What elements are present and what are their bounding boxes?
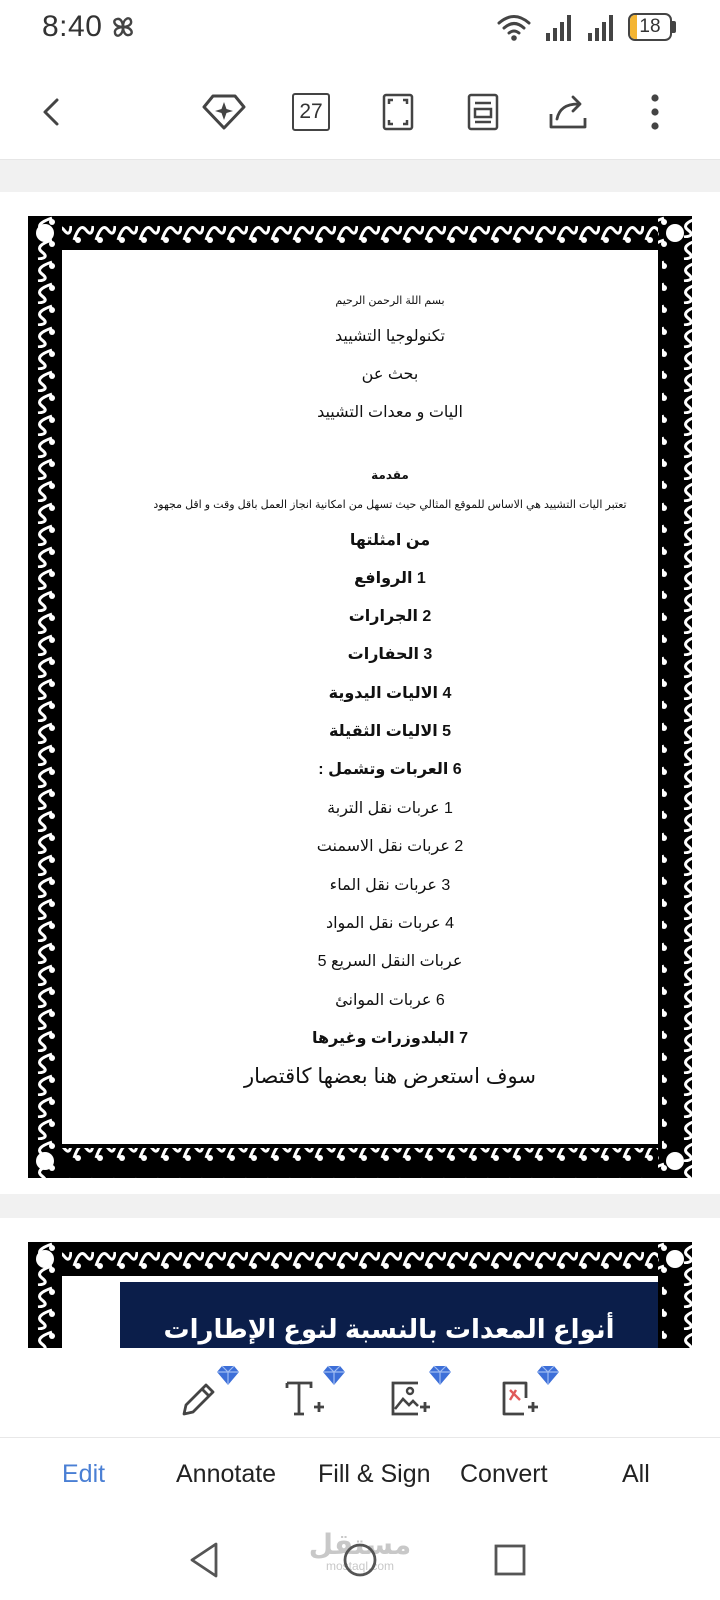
edit-tools-row [0, 1348, 720, 1436]
reading-mode-icon [466, 92, 500, 132]
more-options-icon [649, 92, 661, 132]
list-item: 2 الجرارات [348, 608, 432, 625]
basmala: بسم اللة الرحمن الرحيم [335, 295, 445, 307]
examples-heading: من امثلتها [349, 532, 431, 549]
closing-line: سوف استعرض هنا بعضها كاقتصار [243, 1065, 537, 1088]
document-page [0, 1218, 720, 1348]
sub-list-item: 4 عربات نقل المواد [325, 915, 455, 932]
add-image-tool-button[interactable] [384, 1364, 456, 1424]
mode-tabs [0, 1437, 720, 1515]
premium-badge-icon [322, 1364, 346, 1386]
share-button[interactable] [540, 84, 596, 140]
list-item: 7 البلدوزرات وغيرها [312, 1030, 468, 1047]
document-viewport[interactable] [0, 160, 720, 1348]
sub-list-item: 6 عربات الموانئ [335, 992, 445, 1009]
signal-icon [544, 12, 574, 42]
slide-banner [120, 1282, 658, 1348]
status-time: 8:40 [42, 10, 103, 43]
watermark-arabic: مستقل [308, 1529, 412, 1560]
premium-diamond-icon [201, 92, 247, 132]
document-title: تكنولوجيا التشييد [334, 328, 446, 345]
document-topic: اليات و معدات التشييد [317, 404, 463, 421]
decorative-border [28, 1242, 692, 1348]
sub-list-item: 3 عربات نقل الماء [329, 877, 451, 894]
decorative-border [28, 216, 692, 1178]
draw-tool-button[interactable] [172, 1364, 244, 1424]
nav-recents-icon [486, 1536, 534, 1584]
list-item: 5 الاليات الثقيلة [328, 723, 452, 740]
page-count-button[interactable] [283, 84, 339, 140]
nav-home-icon [336, 1536, 384, 1584]
share-icon [548, 92, 588, 132]
tab-edit[interactable]: Edit [62, 1460, 106, 1488]
watermark-latin: mostaql.com [325, 1559, 395, 1573]
premium-badge-icon [216, 1364, 240, 1386]
back-arrow-icon [37, 97, 67, 127]
nav-back-button[interactable] [182, 1536, 230, 1584]
nav-back-icon [182, 1536, 230, 1584]
premium-badge-icon [428, 1364, 452, 1386]
back-button[interactable] [24, 84, 80, 140]
premium-button[interactable] [196, 84, 252, 140]
system-navigation-bar [0, 1516, 720, 1600]
nav-recents-button[interactable] [486, 1536, 534, 1584]
edit-document-tool-button[interactable] [492, 1364, 564, 1424]
tab-all[interactable]: All [622, 1460, 650, 1488]
status-bar [0, 0, 720, 56]
list-item: 6 العربات وتشمل : [318, 761, 462, 778]
page-count-icon: 27 [292, 93, 330, 131]
list-item: 4 الاليات اليدوية [328, 685, 452, 702]
slide-title: أنواع المعدات بالنسبة لنوع الإطارات [163, 1314, 615, 1344]
intro-text: تعتبر اليات التشييد هي الاساس للموقع المثالي حيث تسهل من امكانية انجاز العمل باقل وقت و اقل مجهود [153, 499, 627, 511]
sub-list-item: 1 عربات نقل التربة [327, 800, 453, 817]
tab-convert[interactable]: Convert [460, 1460, 548, 1488]
wifi-icon [496, 12, 532, 42]
intro-heading: مقدمة [371, 468, 409, 482]
fullscreen-button[interactable] [370, 84, 426, 140]
tab-annotate[interactable]: Annotate [176, 1460, 277, 1488]
signal-icon [586, 12, 616, 42]
more-options-button[interactable] [627, 84, 683, 140]
document-subtitle: بحث عن [361, 366, 419, 383]
battery-level: 18 [639, 16, 661, 37]
tab-fill-sign[interactable]: Fill & Sign [318, 1460, 431, 1488]
list-item: 1 الروافع [354, 570, 426, 587]
premium-badge-icon [536, 1364, 560, 1386]
reading-mode-button[interactable] [455, 84, 511, 140]
list-item: 3 الحفارات [347, 646, 433, 663]
add-text-tool-button[interactable] [278, 1364, 350, 1424]
document-page [0, 192, 720, 1194]
battery-icon [628, 13, 676, 41]
nav-home-button[interactable] [336, 1536, 384, 1584]
pinwheel-icon [108, 12, 138, 42]
sub-list-item: عربات النقل السريع 5 [317, 953, 463, 970]
fullscreen-icon [381, 92, 415, 132]
top-toolbar [0, 64, 720, 160]
status-icons [496, 12, 676, 42]
sub-list-item: 2 عربات نقل الاسمنت [316, 838, 464, 855]
